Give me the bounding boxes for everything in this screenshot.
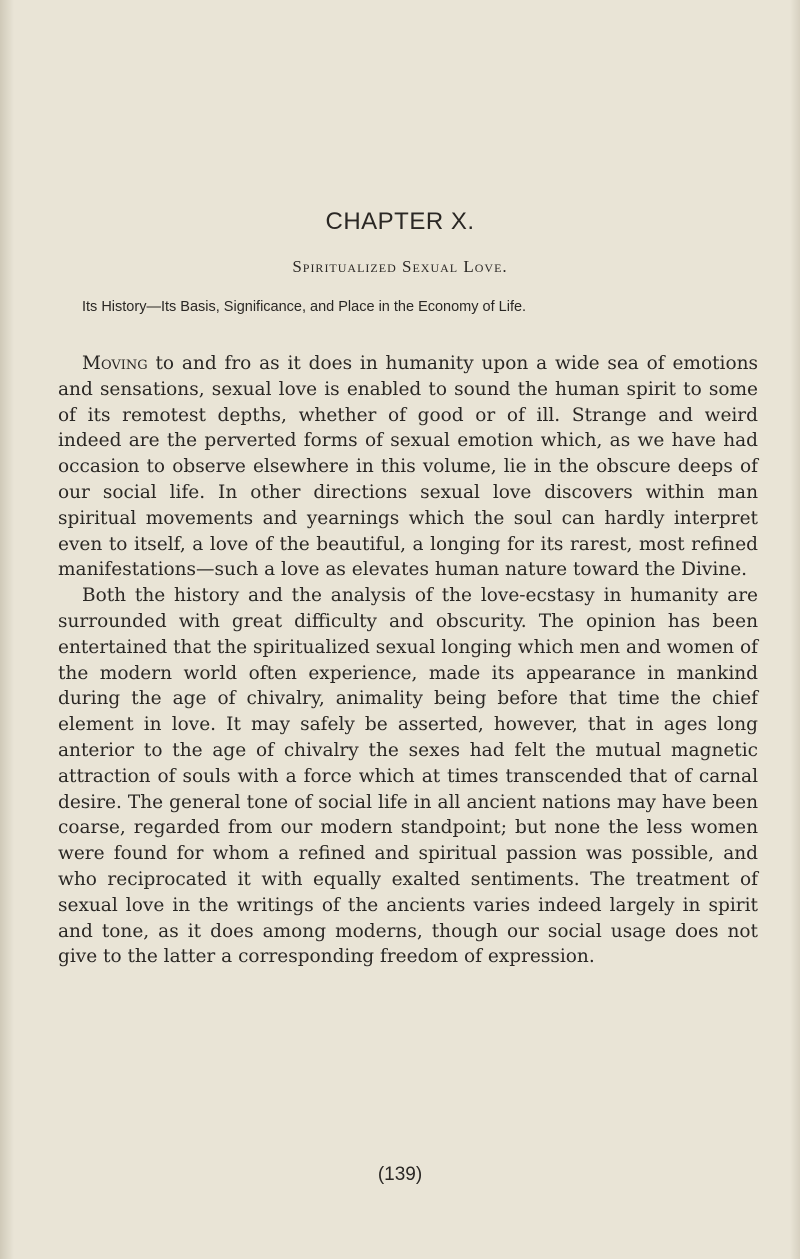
body-text [58,351,758,970]
page-edge-left [0,0,14,1259]
paragraph-2: Both the history and the analysis of the love-ecstasy in humanity are surrounded with great difficulty and obscurity. The opinion has been entertained that the spiritualized sexual longing which men and women of the modern world often experience, made its appearance in mankind during the age of chivalry, animality being before that time the chief element in love. It may safely be asserted, however, that in ages long anterior to the age of chivalry the sexes had felt the mutual magnetic attraction of souls with a force which at times transcended that of carnal desire. The general tone of social life in all ancient nations may have been coarse, regarded from our modern standpoint; but none the less women were found for whom a refined and spiritual passion was possible, and who reciprocated it with equally exalted sentiments. The treatment of sexual love in the writings of the ancients varies indeed largely in spirit and tone, as it does among moderns, though our social usage does not give to the latter a corresponding freedom of expression. [58,585,758,968]
page-edge-right [790,0,800,1259]
page-number: (139) [377,1164,423,1185]
paragraph-1 [58,351,758,583]
chapter-synopsis: Its History—Its Basis, Significance, and Place in the Economy of Life. [82,299,527,315]
chapter-title: Spiritualized Sexual Love. [292,257,508,276]
paragraph-1-first-word: Moving [82,353,148,374]
paragraph-1-text: to and fro as it does in humanity upon a wide sea of emotions and sensations, sexual love is enabled to sound the human spirit to some of its remotest depths, whether of good or of ill. Strange and weird indeed are the perverted forms of sexual emotion which, as we have had occasion to observe elsewhere in this volume, lie in the obscure deeps of our social life. In other directions sexual love discovers within man spiritual movements and yearnings which the soul can hardly interpret even to itself, a love of the beautiful, a longing for its rarest, most refined manifestations—such a love as elevates human nature toward the Divine. [58,353,758,581]
chapter-heading: CHAPTER X. [325,208,475,235]
